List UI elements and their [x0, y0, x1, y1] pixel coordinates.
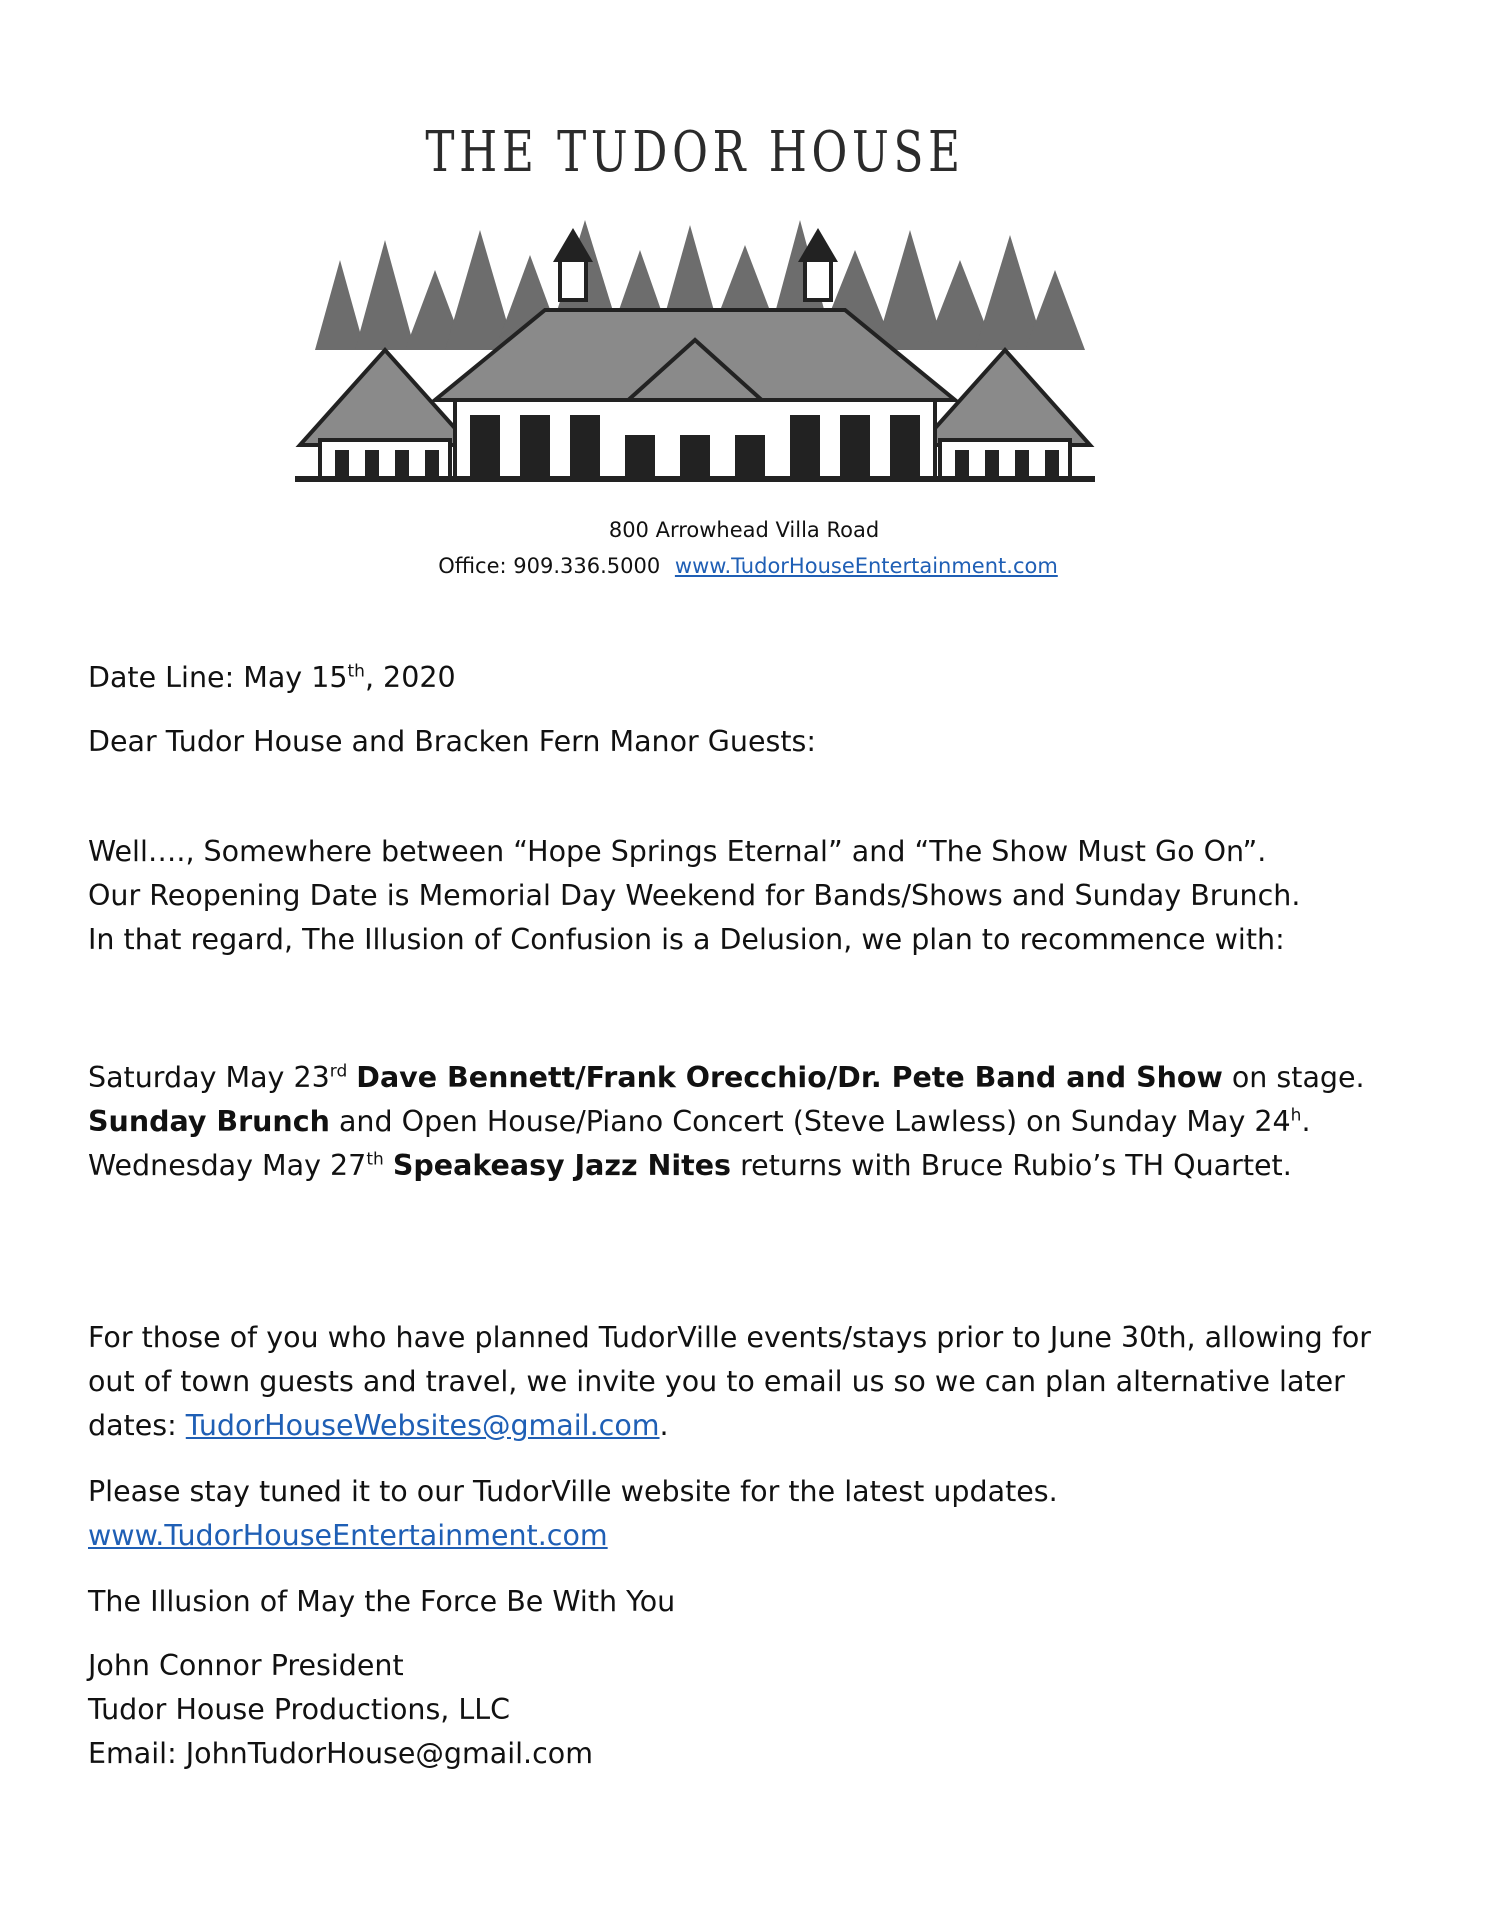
stay-tuned-text: Please stay tuned it to our TudorVille website for the latest updates.	[88, 1475, 1058, 1508]
closing-line: The Illusion of May the Force Be With You	[88, 1585, 676, 1618]
paragraph-planned-events	[88, 1316, 1398, 1448]
schedule-bold: Dave Bennett/Frank Orecchio/Dr. Pete Band and Show	[356, 1061, 1223, 1094]
website-link-header[interactable]: www.TudorHouseEntertainment.com	[674, 554, 1058, 578]
website-link-body[interactable]: www.TudorHouseEntertainment.com	[88, 1519, 608, 1552]
signature-email: Email: JohnTudorHouse@gmail.com	[88, 1737, 593, 1770]
planned-events-end: .	[659, 1409, 669, 1442]
schedule-text: returns with Bruce Rubio’s TH Quartet.	[731, 1149, 1292, 1182]
schedule-sup: rd	[329, 1061, 348, 1082]
paragraph-line: Well…., Somewhere between “Hope Springs Eternal” and “The Show Must Go On”.	[88, 835, 1267, 868]
dateline	[88, 656, 1398, 700]
paragraph-stay-tuned	[88, 1470, 1398, 1558]
paragraph-line: Our Reopening Date is Memorial Day Weekend for Bands/Shows and Sunday Brunch.	[88, 879, 1301, 912]
planned-events-text: For those of you who have planned TudorVille events/stays prior to June 30th, allowing for out of town guests and travel, we invite you to email us so we can plan alternative later dates:	[88, 1321, 1372, 1442]
paragraph-reopening	[88, 830, 1398, 962]
schedule-bold: Speakeasy Jazz Nites	[392, 1149, 732, 1182]
email-link-websites[interactable]: TudorHouseWebsites@gmail.com	[185, 1409, 660, 1442]
signature-name: John Connor President	[88, 1649, 404, 1682]
schedule-sup: h	[1290, 1105, 1302, 1126]
paragraph-schedule	[88, 1056, 1398, 1188]
schedule-bold: Sunday Brunch	[88, 1105, 330, 1138]
logo-title: THE TUDOR HOUSE	[425, 120, 965, 185]
salutation: Dear Tudor House and Bracken Fern Manor Guests:	[88, 725, 816, 758]
dateline-year: , 2020	[364, 661, 456, 694]
tudor-house-logo	[295, 100, 1095, 482]
contact-line	[0, 554, 1488, 578]
dateline-text: Date Line: May 15	[88, 661, 348, 694]
paragraph-line: In that regard, The Illusion of Confusion is a Delusion, we plan to recommence with:	[88, 923, 1285, 956]
schedule-sup: th	[366, 1149, 384, 1170]
schedule-text: Saturday May 23	[88, 1061, 330, 1094]
signature-block	[88, 1644, 1398, 1776]
signature-company: Tudor House Productions, LLC	[88, 1693, 511, 1726]
schedule-text: and Open House/Piano Concert (Steve Lawless) on Sunday May 24	[329, 1105, 1291, 1138]
schedule-text: on stage.	[1222, 1061, 1365, 1094]
schedule-text: . Wednesday May 27	[88, 1105, 1311, 1182]
office-phone: Office: 909.336.5000	[438, 554, 661, 578]
address-line: 800 Arrowhead Villa Road	[608, 518, 880, 542]
tudor-house-illustration	[295, 200, 1095, 482]
dateline-suffix: th	[347, 661, 365, 682]
